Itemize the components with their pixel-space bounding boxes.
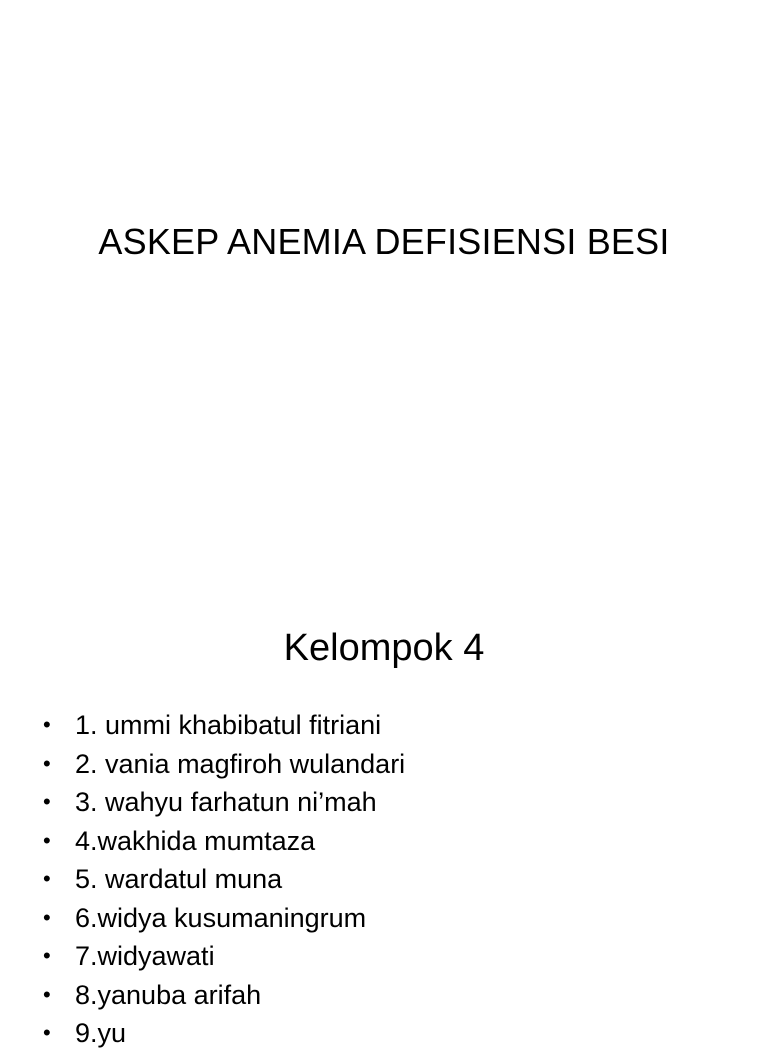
bullet-icon: • [43, 750, 51, 776]
member-item [38, 937, 405, 976]
member-name: 6.widya kusumaningrum [75, 902, 367, 933]
member-name: 2. vania magfiroh wulandari [75, 748, 406, 779]
member-name: 7.widyawati [75, 941, 215, 971]
member-name: 5. wardatul muna [75, 864, 283, 894]
member-item [38, 822, 405, 861]
member-name: 4.wakhida mumtaza [75, 825, 316, 856]
bullet-icon: • [43, 712, 51, 737]
member-list [38, 706, 405, 1053]
bullet-icon: • [43, 981, 51, 1007]
member-item [38, 783, 405, 822]
bullet-icon: • [43, 866, 51, 891]
member-item [38, 860, 405, 899]
bullet-icon: • [43, 1020, 51, 1045]
bullet-icon: • [43, 943, 51, 968]
member-name: 8.yanuba arifah [75, 979, 262, 1010]
member-name: 3. wahyu farhatun ni’mah [75, 787, 377, 817]
member-item [38, 1014, 405, 1053]
member-name: 1. ummi khabibatul fitriani [75, 710, 382, 740]
bullet-icon: • [43, 904, 51, 930]
bullet-icon: • [43, 827, 51, 853]
bullet-icon: • [43, 789, 51, 814]
member-item [38, 745, 405, 784]
member-item [38, 899, 405, 938]
slide-title: ASKEP ANEMIA DEFISIENSI BESI [98, 221, 670, 262]
member-item [38, 706, 405, 745]
group-subtitle: Kelompok 4 [283, 627, 485, 669]
member-name: 9.yu [75, 1018, 127, 1048]
member-item [38, 976, 405, 1015]
